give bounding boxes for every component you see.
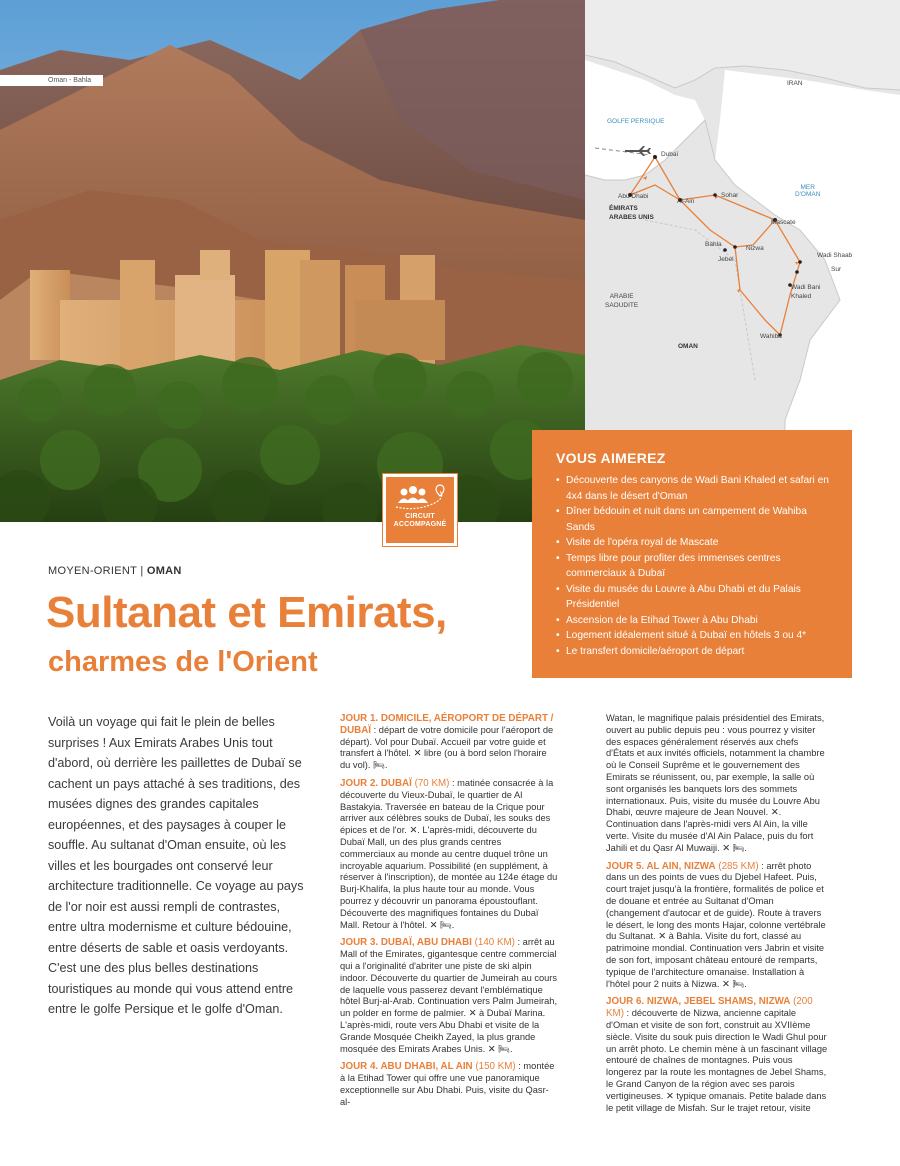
day-km: (140 KM) [471,937,515,949]
highlight-item: • Ascension de la Etihad Tower à Abu Dhabi [556,613,836,629]
day-4 [340,1061,558,1108]
day-title: JOUR 5. AL AIN, NIZWA [606,860,716,872]
day-4-continued [606,713,828,855]
intro-text: Voilà un voyage qui fait le plein de belles surprises ! Aux Emirats Arabes Unis tout d'abord, où derrière les paillettes de Dubaï se cachent un pays attaché à ses traditions, des musées dignes des grandes capitales européennes, et des paysages à couper le souffle. Au sultanat d'Oman ensuite, où les villes et les bourgades ont conservé leur architecture traditionnelle. Ce voyage au pays de l'or noir est aussi rempli de contrastes, entre ultra modernisme et culture bédouine, entre déserts de sable et oasis verdoyants. C'est une des plus belles destinations touristiques au monde qui vous attend entre entre le golfe Persique et le golfe d'Oman. [48,715,304,1016]
page-title: Sultanat et Emirats, [46,588,447,637]
day-2 [340,778,558,931]
day-5 [606,861,828,991]
map-label-nizwa: Nizwa [746,245,764,252]
map-label-dubai: Dubaï [661,151,679,158]
highlight-item: • Le transfert domicile/aéroport de départ [556,644,836,660]
day-text: : montée à la Etihad Tower qui offre une vue panoramique exceptionnelle sur Abu Dhabi. Puis, visite du Qasr-al- [340,1061,555,1107]
map-label-iran: IRAN [787,80,803,87]
country-label: OMAN [146,565,182,577]
day-title: JOUR 6. NIZWA, JEBEL SHAMS, NIZWA [606,996,791,1008]
badge-line2: ACCOMPAGNÉ [393,521,447,528]
day-title: JOUR 3. DUBAÏ, ABU DHABI [340,937,472,949]
highlight-item: • Découverte des canyons de Wadi Bani Khaled et safari en 4x4 dans le désert d'Oman [556,473,836,504]
day-title: JOUR 1. DOMICILE, AÉROPORT DE DÉPART / DUBAÏ [340,713,554,736]
day-1 [340,713,558,772]
vous-aimerez-box [532,430,852,678]
day-km: (150 KM) [472,1061,516,1073]
map-label-mascate: Mascate [771,219,796,226]
map-label-bahla: Bahla [705,241,722,248]
highlight-item: • Visite du musée du Louvre à Abu Dhabi et du Palais Présidentiel [556,582,836,613]
highlight-item: • Dîner bédouin et nuit dans un campement de Wahiba Sands [556,504,836,535]
day-6 [606,996,828,1114]
day-text: : arrêt au Mall of the Emirates, gigantesque centre commercial qui a l'originalité d'abriter une piste de ski alpin indoor. Découverte du quartier de Jumeirah au cours de laquelle vous passerez devant l'emblématique hôtel Burj-al-Arab. Continuation vers Palm Jumeirah, un polder en forme de palmier. ✕ à Dubaï Marina. L'après-midi, route vers Abu Dhabi et visite de la Grande Mosquée Cheikh Zayed, la plus grande mosquée des Emirats Arabes Unis. ✕ 🛏. [340,937,558,1054]
day-text: : départ de votre domicile pour l'aéroport de départ). Vol pour Dubaï. Accueil par votre guide et transfert à l'hôtel. ✕ libre (ou à bord selon l'horaire du vol). 🛏. [340,724,554,771]
badge-line1: CIRCUIT [405,513,435,520]
highlight-item: • Temps libre pour profiter des immenses centres commerciaux à Dubaï [556,551,836,582]
map-label-oman: OMAN [678,343,698,350]
route-map [585,0,900,470]
day-text: : découverte de Nizwa, ancienne capitale d'Oman et visite de son fort, construit au XVIIème siècle. Visite du souk puis direction le Wadi Ghul pour un arrêt photo. Le chemin mène à un fascinant village entouré de chaînes de montagnes. Puis vous longerez par la route les montagnes de Jebel Shams, le Grand Canyon de la région avec ses parois vertigineuses. ✕ typique omanais. Petite balade dans le petit village de Misfah. Sur le trajet retour, visite [606,1008,828,1113]
map-label-wahiba: Wahiba [760,333,782,340]
map-label-sohar: Sohar [721,192,739,199]
day-km: (70 KM) [411,777,450,789]
page-subtitle: charmes de l'Orient [48,646,318,678]
day-km: (285 KM) [715,860,759,872]
hero-photo [0,0,585,522]
map-label-emirats: ÉMIRATS ARABES UNIS [609,205,654,221]
vous-aimerez-title: VOUS AIMEREZ [556,450,666,466]
map-label-alain: Al-Ain [677,198,695,205]
day-title: JOUR 2. DUBAÏ [340,777,412,789]
map-label-jebel: Jebel [718,256,734,263]
map-label-golfe: GOLFE PERSIQUE [607,118,665,125]
day-text: : matinée consacrée à la découverte du Vieux-Dubaï, le quartier de Al Bastakyia. Traversée en bateau de la Crique pour arriver aux célèbres souks de Dubaï, les souks des épices et de l'or. ✕. L'après-midi, découverte du Dubaï Mall, un des plus grands centres commerciaux au monde au centre duquel trône un incroyable aquarium. Possibilité (en supplément, à réserver à l'inscription), de montée au 124e étage du Burj-Khalifa, la plus haute tour au monde. Vous pourrez y découvrir un panorama époustouflant. Découverte des magnifiques fontaines du Dubaï Mall. Retour à l'hôtel. ✕ 🛏. [340,777,558,930]
highlight-item: • Logement idéalement situé à Dubaï en hôtels 3 ou 4* [556,628,836,644]
highlight-item: • Visite de l'opéra royal de Mascate [556,535,836,551]
photo-caption: Oman - Bahla [0,75,103,86]
day-3 [340,937,558,1055]
map-label-wadibanikhaled: Wadi Bani Khaled [791,284,821,300]
map-label-arabie: ARABIE SAOUDITE [605,293,639,309]
day-text: Watan, le magnifique palais présidentiel des Emirats, ouvert au public depuis peu : vous pourrez y visiter des espaces généralement réservés aux chefs d'États et aux invités officiels, notamment la chambre où le Conseil Suprême et le gouvernement des Emirats se réunissent, ou, par exemple, la salle où sont organisés les banquets lors des sommets internationaux. Puis, visite du musée du Louvre Abu Dhabi, œuvre majeure de Jean Nouvel. ✕. Continuation dans l'après-midi vers Al Ain, la ville verte. Visite du musée d'Al Ain Palace, puis du fort Jahili et du Qasr Al Muwaiji. ✕ 🛏. [606,713,825,853]
itinerary-column-1 [340,713,558,1115]
vous-aimerez-list [556,473,836,659]
circuit-accompagne-badge [383,474,457,546]
map-label-sur: Sur [831,266,842,273]
map-label-mer: MER D'OMAN [795,184,821,198]
separator: | [140,565,144,577]
day-text: : arrêt photo dans un des points de vues du Djebel Hafeet. Puis, court trajet jusqu'à la frontière, formalités de police et de douane et entrée au Sultanat d'Oman (changement d'autocar et de guide). Route à travers le désert, le long des monts Hajar, colonne vertébrale du Sultanat. ✕ à Bahla. Visite du fort, classé au patrimoine mondial. Continuation vers Jabrin et visite de son fort, imposant château entouré de remparts, typique de l'architecture omanaise. Installation à l'hôtel pour 2 nuits à Nizwa. ✕ 🛏. [606,860,826,989]
region-label: MOYEN-ORIENT [48,565,137,577]
map-label-abudhabi: Abu Dhabi [618,193,649,200]
group-tour-icon [394,483,446,511]
map-label-wadishaab: Wadi Shaab [817,252,853,259]
day-title: JOUR 4. ABU DHABI, AL AIN [340,1061,473,1073]
day-km: (200 KM) [606,996,813,1020]
breadcrumb [48,565,182,577]
itinerary-column-2 [606,713,828,1120]
